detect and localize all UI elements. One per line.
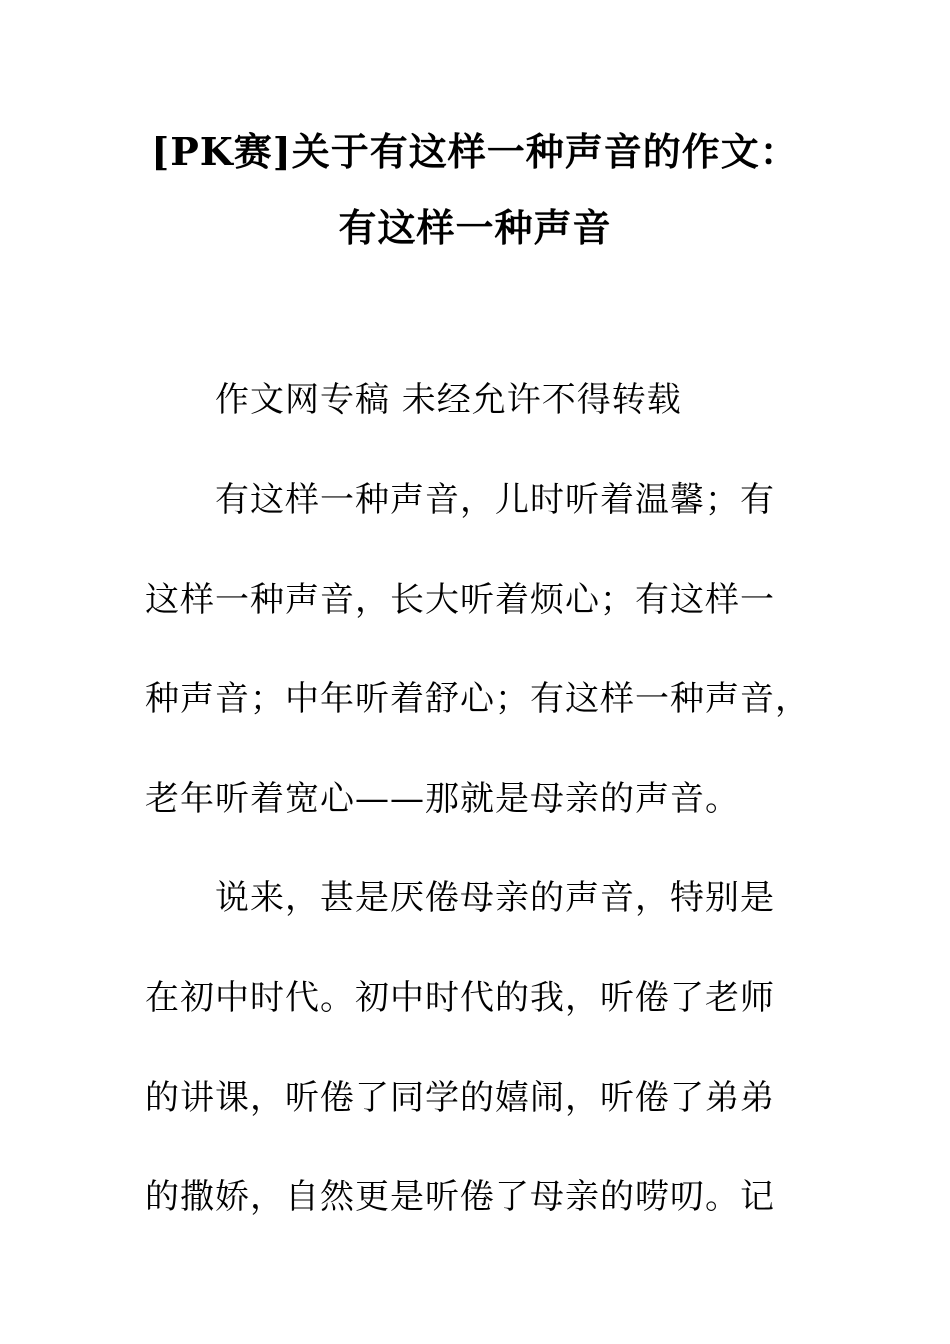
paragraph-line: 有这样一种声音，儿时听着温馨；有 <box>215 480 775 520</box>
paragraph-line: 这样一种声音，长大听着烦心；有这样一 <box>145 580 775 620</box>
byline: 作文网专稿 未经允许不得转载 <box>215 380 682 420</box>
paragraph-line: 老年听着宽心——那就是母亲的声音。 <box>145 779 740 819</box>
document-title-line-1: [PK赛]关于有这样一种声音的作文： <box>151 129 799 174</box>
paragraph-line: 种声音；中年听着舒心；有这样一种声音， <box>145 679 810 719</box>
paragraph-line: 说来，甚是厌倦母亲的声音，特别是 <box>215 878 775 918</box>
paragraph-line: 的讲课，听倦了同学的嬉闹，听倦了弟弟 <box>145 1078 775 1118</box>
paragraph-line: 的撒娇，自然更是听倦了母亲的唠叨。记 <box>145 1177 775 1217</box>
paragraph-line: 在初中时代。初中时代的我，听倦了老师 <box>145 978 775 1018</box>
document-title-line-2: 有这样一种声音 <box>338 205 612 250</box>
